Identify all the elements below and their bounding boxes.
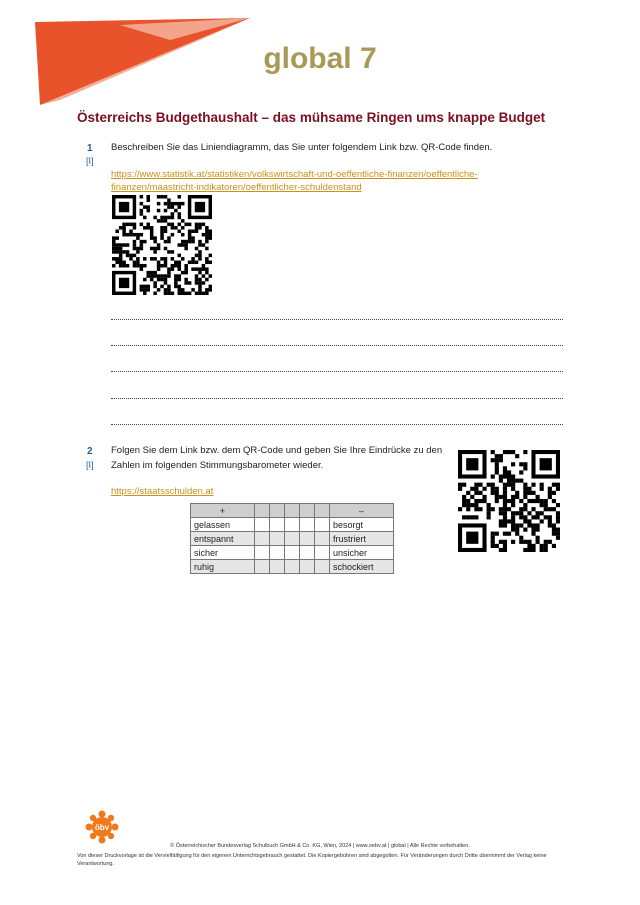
scale-cell[interactable] xyxy=(255,504,270,518)
answer-line[interactable] xyxy=(111,319,563,320)
barometer-row xyxy=(191,560,394,574)
barometer-positive-word: sicher xyxy=(191,546,255,560)
scale-cell[interactable] xyxy=(300,504,315,518)
scale-cell[interactable] xyxy=(300,560,315,574)
task1-qr-code-icon xyxy=(112,195,212,295)
barometer-header-row xyxy=(191,504,394,518)
barometer-row xyxy=(191,518,394,532)
scale-cell[interactable] xyxy=(255,560,270,574)
task2-qr-code-icon xyxy=(458,450,560,552)
answer-line[interactable] xyxy=(111,424,563,425)
scale-cell[interactable] xyxy=(315,532,330,546)
scale-cell[interactable] xyxy=(255,532,270,546)
task1-link-line2[interactable]: finanzen/maastricht-indikatoren/oeffentlicher-schuldenstand xyxy=(111,182,362,193)
scale-cell[interactable] xyxy=(300,546,315,560)
scale-cell[interactable] xyxy=(315,560,330,574)
barometer-negative-word: frustriert xyxy=(330,532,394,546)
task2-number: 2 xyxy=(87,446,93,457)
barometer-negative-word: schockiert xyxy=(330,560,394,574)
footer-copyright: © Österreichischer Bundesverlag Schulbuch GmbH & Co. KG, Wien, 2024 | www.oebv.at | global | Alle Rechte vorbehalten. xyxy=(170,843,470,849)
scale-cell[interactable] xyxy=(270,532,285,546)
footer-notice: Von dieser Druckvorlage ist die Vervielfältigung für den eigenen Unterrichtsgebrauch gestattet. Die Kopiergebühren sind abgegolten. Für Veränderungen durch Dritte übernimmt der Verlag keine Verantwortung. xyxy=(77,853,547,867)
scale-cell[interactable] xyxy=(285,532,300,546)
task1-link-line1[interactable]: https://www.statistik.at/statistiken/volkswirtschaft-und-oeffentliche-finanzen/oeffentliche- xyxy=(111,169,478,180)
task1-level: [I] xyxy=(86,156,94,166)
barometer-positive-word: entspannt xyxy=(191,532,255,546)
barometer-row xyxy=(191,546,394,560)
barometer-plus-header: + xyxy=(191,504,255,518)
barometer-negative-word: besorgt xyxy=(330,518,394,532)
task2-link[interactable]: https://staatsschulden.at xyxy=(111,486,214,497)
answer-line[interactable] xyxy=(111,371,563,372)
scale-cell[interactable] xyxy=(315,518,330,532)
logo-text: öbv xyxy=(94,823,110,832)
scale-cell[interactable] xyxy=(270,546,285,560)
task2-instruction-line1: Folgen Sie dem Link bzw. dem QR-Code und geben Sie Ihre Eindrücke zu den xyxy=(111,445,443,456)
scale-cell[interactable] xyxy=(255,518,270,532)
task2-instruction-line2: Zahlen im folgenden Stimmungsbarometer wieder. xyxy=(111,460,324,471)
scale-cell[interactable] xyxy=(315,504,330,518)
worksheet-title: Österreichs Budgethaushalt – das mühsame Ringen ums knappe Budget xyxy=(77,110,546,125)
scale-cell[interactable] xyxy=(300,518,315,532)
barometer-row xyxy=(191,532,394,546)
scale-cell[interactable] xyxy=(300,532,315,546)
barometer-minus-header: – xyxy=(330,504,394,518)
scale-cell[interactable] xyxy=(270,504,285,518)
oebv-logo-icon xyxy=(85,810,119,844)
barometer-negative-word: unsicher xyxy=(330,546,394,560)
scale-cell[interactable] xyxy=(255,546,270,560)
task2-level: [I] xyxy=(86,460,94,470)
scale-cell[interactable] xyxy=(285,518,300,532)
scale-cell[interactable] xyxy=(285,504,300,518)
scale-cell[interactable] xyxy=(270,560,285,574)
scale-cell[interactable] xyxy=(285,546,300,560)
mood-barometer-table xyxy=(190,503,394,574)
barometer-positive-word: gelassen xyxy=(191,518,255,532)
scale-cell[interactable] xyxy=(315,546,330,560)
task1-instruction: Beschreiben Sie das Liniendiagramm, das Sie unter folgendem Link bzw. QR-Code finden. xyxy=(111,142,493,153)
scale-cell[interactable] xyxy=(285,560,300,574)
brand-title: global 7 xyxy=(263,42,377,75)
task1-number: 1 xyxy=(87,143,93,154)
answer-line[interactable] xyxy=(111,398,563,399)
barometer-positive-word: ruhig xyxy=(191,560,255,574)
scale-cell[interactable] xyxy=(270,518,285,532)
answer-line[interactable] xyxy=(111,345,563,346)
